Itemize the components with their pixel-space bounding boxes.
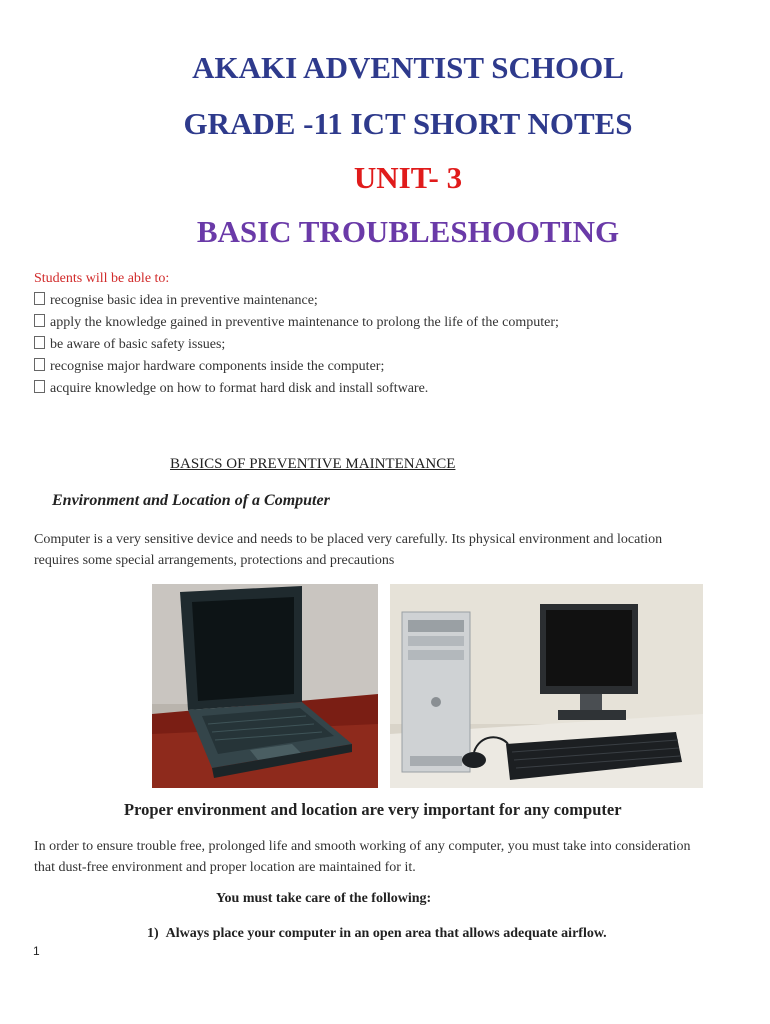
page-number: 1 [33,944,40,958]
section-subheading: Environment and Location of a Computer [52,492,330,509]
list-item-text: Always place your computer in an open area that allows adequate airflow. [165,926,607,941]
bullet-box-icon [34,314,45,327]
objective-item: be aware of basic safety issues; [34,334,754,356]
intro-paragraph: Computer is a very sensitive device and needs to be placed very carefully. Its physical environment and location requires some special arrangements, protections and precautions [34,532,663,568]
desktop-computer-photo [390,584,703,788]
care-heading: You must take care of the following: [216,891,432,906]
bullet-box-icon [34,358,45,371]
image-caption: Proper environment and location are very important for any computer [124,800,622,819]
bullet-box-icon [34,336,45,349]
objective-item: acquire knowledge on how to format hard disk and install software. [34,378,754,400]
objective-item: recognise basic idea in preventive maintenance; [34,290,754,312]
unit-title: UNIT- 3 [353,160,463,195]
list-item-number: 1) [147,926,159,941]
list-item [147,926,607,942]
objective-item: recognise major hardware components inside the computer; [34,356,754,378]
objectives-intro: Students will be able to: [34,271,170,286]
care-paragraph: In order to ensure trouble free, prolonged life and smooth working of any computer, you must take into consideration that dust-free environment and proper location are maintained for it. [34,839,691,875]
bullet-box-icon [34,292,45,305]
section-heading: BASICS OF PREVENTIVE MAINTENANCE [170,456,456,472]
bullet-box-icon [34,380,45,393]
objective-item: apply the knowledge gained in preventive maintenance to prolong the life of the computer; [34,312,754,334]
learning-objectives [34,268,754,400]
school-title: AKAKI ADVENTIST SCHOOL [192,50,624,85]
laptop-photo [152,584,378,788]
grade-title: GRADE -11 ICT SHORT NOTES [183,106,633,141]
topic-title: BASIC TROUBLESHOOTING [196,214,620,249]
